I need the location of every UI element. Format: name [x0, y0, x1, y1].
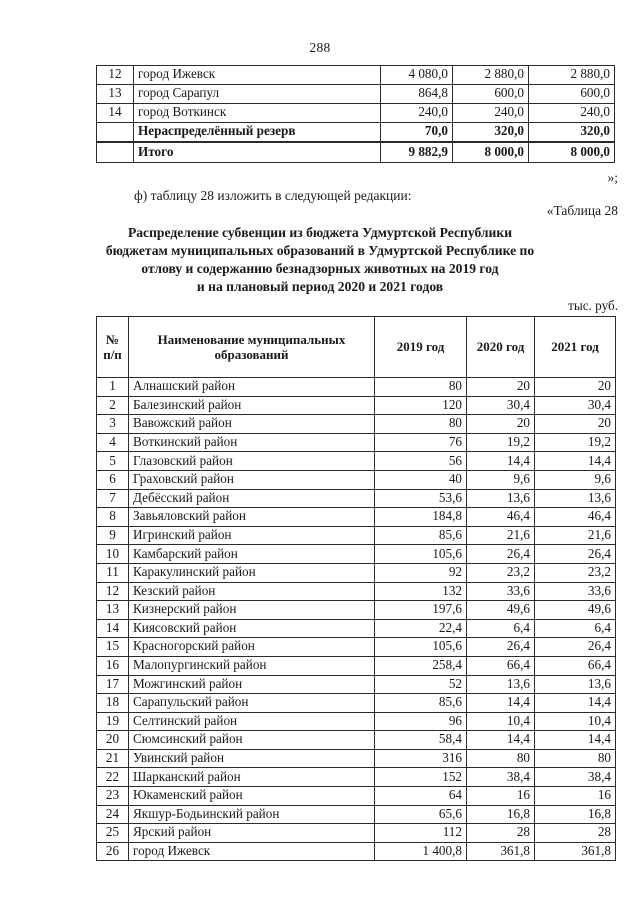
- cell-2019: 65,6: [375, 805, 467, 824]
- distribution-table: [96, 316, 616, 861]
- cell-index: 23: [97, 787, 129, 806]
- column-header-2019: 2019 год: [375, 317, 467, 378]
- table-row: [97, 601, 616, 620]
- cell-2020: 19,2: [467, 433, 535, 452]
- cell-2020: 20: [467, 415, 535, 434]
- cell-name: Каракулинский район: [129, 563, 375, 582]
- title-line-4: и на плановый период 2020 и 2021 годов: [196, 279, 444, 295]
- table-row: [97, 787, 616, 806]
- cell-2021: 13,6: [535, 489, 616, 508]
- column-header-2020: 2020 год: [467, 317, 535, 378]
- cell-2019: 184,8: [375, 508, 467, 527]
- cell-index: 18: [97, 694, 129, 713]
- cell-index: 2: [97, 396, 129, 415]
- cell-2021: 23,2: [535, 563, 616, 582]
- cell-2021: 14,4: [535, 731, 616, 750]
- cell-2019: 4 080,0: [381, 66, 453, 85]
- cell-index: 13: [97, 85, 134, 104]
- cell-2020: 2 880,0: [453, 66, 529, 85]
- cell-2020: 38,4: [467, 768, 535, 787]
- cell-2019: 58,4: [375, 731, 467, 750]
- cell-index: 12: [97, 582, 129, 601]
- cell-2021: 10,4: [535, 712, 616, 731]
- cell-index: 14: [97, 619, 129, 638]
- cell-2020: 49,6: [467, 601, 535, 620]
- cell-index: 7: [97, 489, 129, 508]
- cell-2021: 46,4: [535, 508, 616, 527]
- table-header-row: [97, 317, 616, 378]
- cell-index: 10: [97, 545, 129, 564]
- cell-name: Балезинский район: [129, 396, 375, 415]
- cell-index: [97, 142, 134, 163]
- cell-name: Сюмсинский район: [129, 731, 375, 750]
- cell-2019: 80: [375, 378, 467, 397]
- cell-name: Нераспределённый резерв: [134, 123, 381, 142]
- cell-2021: 20: [535, 378, 616, 397]
- cell-2020: 10,4: [467, 712, 535, 731]
- cell-name: город Ижевск: [129, 842, 375, 861]
- cell-index: 12: [97, 66, 134, 85]
- cell-name: Шарканский район: [129, 768, 375, 787]
- cell-index: 5: [97, 452, 129, 471]
- cell-2019: 64: [375, 787, 467, 806]
- table-row: [97, 470, 616, 489]
- cell-name: Сарапульский район: [129, 694, 375, 713]
- table-row: [97, 712, 616, 731]
- cell-2019: 240,0: [381, 104, 453, 123]
- cell-name: Алнашский район: [129, 378, 375, 397]
- cell-2021: 28: [535, 824, 616, 843]
- table-row: [97, 526, 616, 545]
- cell-2019: 864,8: [381, 85, 453, 104]
- cell-index: 20: [97, 731, 129, 750]
- cell-index: [97, 123, 134, 142]
- cell-2020: 13,6: [467, 675, 535, 694]
- cell-2021: 361,8: [535, 842, 616, 861]
- cell-2019: 76: [375, 433, 467, 452]
- clause-paragraph: ф) таблицу 28 изложить в следующей редакции:: [134, 188, 412, 203]
- cell-2020: 14,4: [467, 694, 535, 713]
- cell-2019: 52: [375, 675, 467, 694]
- cell-2021: 240,0: [529, 104, 615, 123]
- cell-2021: 14,4: [535, 694, 616, 713]
- cell-2020: 46,4: [467, 508, 535, 527]
- cell-name: Красногорский район: [129, 638, 375, 657]
- cell-index: 15: [97, 638, 129, 657]
- cell-2019: 197,6: [375, 601, 467, 620]
- title-line-1: Распределение субвенции из бюджета Удмуртской Республики: [127, 225, 513, 240]
- column-header-name: Наименование муниципальных образований: [129, 317, 375, 378]
- cell-2021: 49,6: [535, 601, 616, 620]
- cell-2021: 30,4: [535, 396, 616, 415]
- cell-2019: 132: [375, 582, 467, 601]
- cell-2020: 361,8: [467, 842, 535, 861]
- cell-name: Камбарский район: [129, 545, 375, 564]
- cell-2021: 21,6: [535, 526, 616, 545]
- cell-2019: 85,6: [375, 694, 467, 713]
- cell-index: 21: [97, 749, 129, 768]
- column-header-index-line2: п/п: [103, 347, 122, 362]
- cell-2019: 105,6: [375, 545, 467, 564]
- cell-2019: 85,6: [375, 526, 467, 545]
- table-row: [97, 452, 616, 471]
- cell-2020: 600,0: [453, 85, 529, 104]
- cell-name: Воткинский район: [129, 433, 375, 452]
- table-row: [97, 675, 616, 694]
- cell-2019: 9 882,9: [381, 142, 453, 163]
- cell-index: 19: [97, 712, 129, 731]
- cell-2020: 20: [467, 378, 535, 397]
- cell-name: Увинский район: [129, 749, 375, 768]
- cell-2021: 80: [535, 749, 616, 768]
- cell-2021: 26,4: [535, 638, 616, 657]
- cell-2021: 14,4: [535, 452, 616, 471]
- cell-2021: 13,6: [535, 675, 616, 694]
- cell-2019: 1 400,8: [375, 842, 467, 861]
- cell-index: 14: [97, 104, 134, 123]
- cell-2020: 30,4: [467, 396, 535, 415]
- closing-quote-mark: »;: [607, 170, 618, 185]
- cell-2020: 21,6: [467, 526, 535, 545]
- table-row: [97, 824, 616, 843]
- column-header-2021: 2021 год: [535, 317, 616, 378]
- cell-2019: 96: [375, 712, 467, 731]
- cell-name: город Ижевск: [134, 66, 381, 85]
- cell-2020: 320,0: [453, 123, 529, 142]
- cell-2020: 9,6: [467, 470, 535, 489]
- cell-2021: 16: [535, 787, 616, 806]
- cell-index: 25: [97, 824, 129, 843]
- table-row: [97, 489, 616, 508]
- table-row: [97, 415, 616, 434]
- cell-2020: 13,6: [467, 489, 535, 508]
- table-title: [68, 224, 572, 296]
- table-row: [97, 142, 615, 163]
- cell-2019: 22,4: [375, 619, 467, 638]
- cell-name: Глазовский район: [129, 452, 375, 471]
- cell-2021: 9,6: [535, 470, 616, 489]
- cell-2021: 20: [535, 415, 616, 434]
- cell-index: 9: [97, 526, 129, 545]
- cell-2019: 40: [375, 470, 467, 489]
- table-row: [97, 805, 616, 824]
- cell-2021: 66,4: [535, 656, 616, 675]
- cell-name: Итого: [134, 142, 381, 163]
- cell-2021: 19,2: [535, 433, 616, 452]
- cell-name: город Сарапул: [134, 85, 381, 104]
- cell-2020: 6,4: [467, 619, 535, 638]
- cell-2020: 33,6: [467, 582, 535, 601]
- table-row: [97, 545, 616, 564]
- cell-name: город Воткинск: [134, 104, 381, 123]
- cell-name: Вавожский район: [129, 415, 375, 434]
- cell-2019: 56: [375, 452, 467, 471]
- cell-2019: 152: [375, 768, 467, 787]
- cell-index: 16: [97, 656, 129, 675]
- table-row: [97, 749, 616, 768]
- column-header-index: [97, 317, 129, 378]
- cell-2020: 14,4: [467, 452, 535, 471]
- cell-2019: 53,6: [375, 489, 467, 508]
- table-row: [97, 563, 616, 582]
- cell-2021: 320,0: [529, 123, 615, 142]
- cell-name: Селтинский район: [129, 712, 375, 731]
- cell-2020: 28: [467, 824, 535, 843]
- cell-index: 26: [97, 842, 129, 861]
- title-line-2: бюджетам муниципальных образований в Удмуртской Республике по: [105, 243, 535, 259]
- table-row: [97, 508, 616, 527]
- cell-2020: 23,2: [467, 563, 535, 582]
- table-row: [97, 85, 615, 104]
- cell-2020: 8 000,0: [453, 142, 529, 163]
- cell-2020: 16: [467, 787, 535, 806]
- cell-index: 24: [97, 805, 129, 824]
- cell-2019: 120: [375, 396, 467, 415]
- cell-index: 13: [97, 601, 129, 620]
- table-row: [97, 582, 616, 601]
- cell-index: 22: [97, 768, 129, 787]
- table-row: [97, 104, 615, 123]
- table-row: [97, 656, 616, 675]
- distribution-table-head: [97, 317, 616, 378]
- table-row: [97, 123, 615, 142]
- table-row: [97, 396, 616, 415]
- cell-index: 6: [97, 470, 129, 489]
- cell-2019: 258,4: [375, 656, 467, 675]
- cell-2021: 26,4: [535, 545, 616, 564]
- table-row: [97, 66, 615, 85]
- column-header-index-line1: №: [105, 331, 120, 347]
- cell-name: Игринский район: [129, 526, 375, 545]
- cell-2019: 70,0: [381, 123, 453, 142]
- cell-2021: 16,8: [535, 805, 616, 824]
- cell-index: 11: [97, 563, 129, 582]
- cell-2021: 600,0: [529, 85, 615, 104]
- cell-2020: 80: [467, 749, 535, 768]
- units-note: тыс. руб.: [568, 298, 618, 313]
- table-row: [97, 694, 616, 713]
- table-row: [97, 378, 616, 397]
- cell-index: 8: [97, 508, 129, 527]
- cell-name: Кизнерский район: [129, 601, 375, 620]
- cell-2020: 240,0: [453, 104, 529, 123]
- cell-name: Завьяловский район: [129, 508, 375, 527]
- cell-name: Киясовский район: [129, 619, 375, 638]
- continuation-table: [96, 65, 615, 163]
- cell-2020: 26,4: [467, 638, 535, 657]
- cell-name: Юкаменский район: [129, 787, 375, 806]
- cell-index: 17: [97, 675, 129, 694]
- cell-2020: 66,4: [467, 656, 535, 675]
- table-row: [97, 731, 616, 750]
- continuation-table-body: [97, 66, 615, 163]
- cell-index: 4: [97, 433, 129, 452]
- page-number: 288: [309, 40, 331, 55]
- cell-2021: 8 000,0: [529, 142, 615, 163]
- distribution-table-body: [97, 378, 616, 861]
- cell-2019: 316: [375, 749, 467, 768]
- cell-2020: 16,8: [467, 805, 535, 824]
- cell-2021: 33,6: [535, 582, 616, 601]
- cell-2021: 38,4: [535, 768, 616, 787]
- table-row: [97, 433, 616, 452]
- table-row: [97, 842, 616, 861]
- cell-2021: 6,4: [535, 619, 616, 638]
- cell-name: Кезский район: [129, 582, 375, 601]
- cell-name: Граховский район: [129, 470, 375, 489]
- cell-2020: 14,4: [467, 731, 535, 750]
- cell-name: Якшур-Бодьинский район: [129, 805, 375, 824]
- title-line-3: отлову и содержанию безнадзорных животных на 2019 год: [141, 261, 499, 277]
- cell-2019: 80: [375, 415, 467, 434]
- table-label: «Таблица 28: [546, 203, 618, 218]
- cell-name: Можгинский район: [129, 675, 375, 694]
- table-row: [97, 768, 616, 787]
- cell-index: 1: [97, 378, 129, 397]
- cell-2019: 92: [375, 563, 467, 582]
- table-row: [97, 619, 616, 638]
- cell-2019: 105,6: [375, 638, 467, 657]
- cell-name: Дебёсский район: [129, 489, 375, 508]
- cell-2020: 26,4: [467, 545, 535, 564]
- cell-index: 3: [97, 415, 129, 434]
- cell-name: Ярский район: [129, 824, 375, 843]
- cell-name: Малопургинский район: [129, 656, 375, 675]
- cell-2021: 2 880,0: [529, 66, 615, 85]
- table-row: [97, 638, 616, 657]
- cell-2019: 112: [375, 824, 467, 843]
